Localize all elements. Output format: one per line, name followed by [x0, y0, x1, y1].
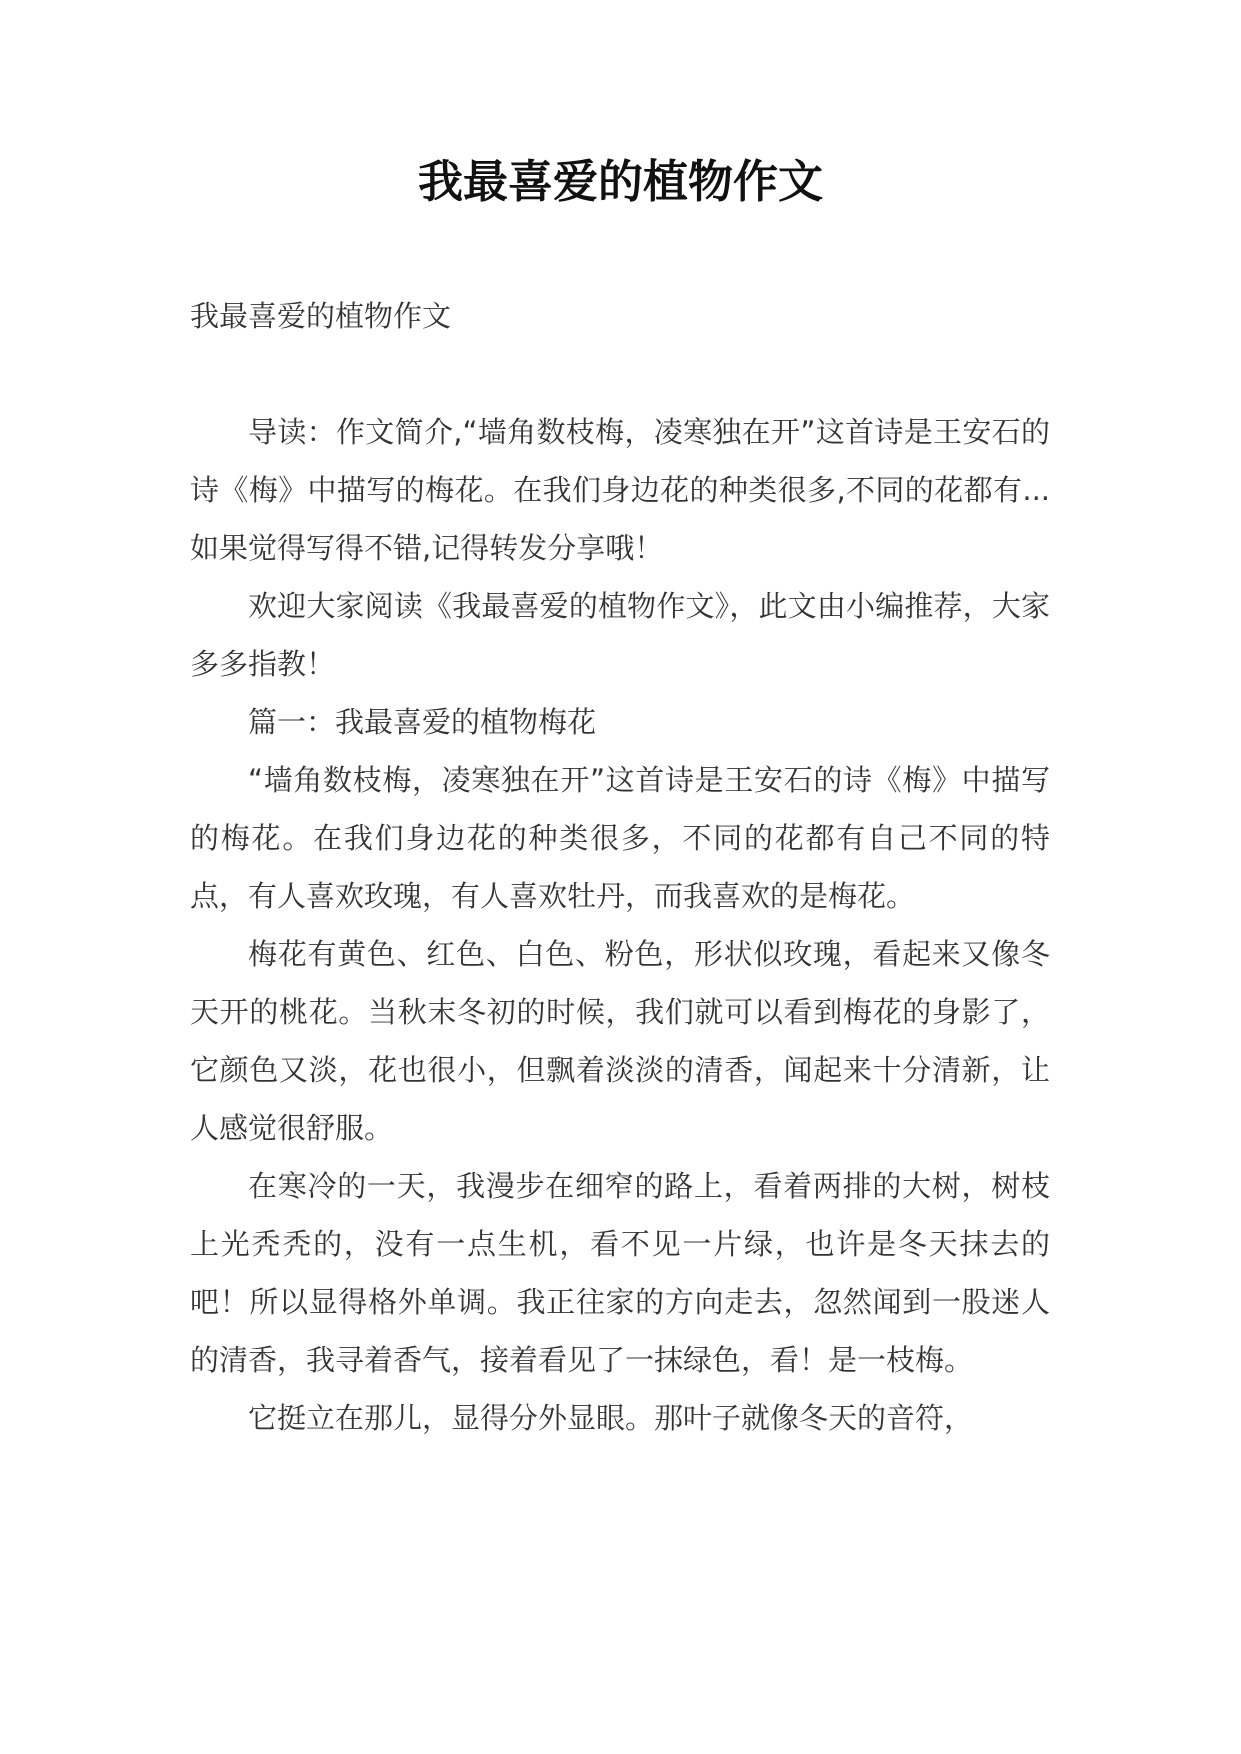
document-title: 我最喜爱的植物作文 — [417, 155, 823, 208]
document-body — [190, 403, 1050, 1447]
paragraph-welcome: 欢迎大家阅读《我最喜爱的植物作文》，此文由小编推荐，大家多多指教！ — [190, 589, 1050, 681]
paragraph: “墙角数枝梅，凌寒独在开”这首诗是王安石的诗《梅》中描写的梅花。在我们身边花的种类很多，不同的花都有自己不同的特点，有人喜欢玫瑰，有人喜欢牡丹，而我喜欢的是梅花。 — [190, 763, 1050, 913]
paragraph: 梅花有黄色、红色、白色、粉色，形状似玫瑰，看起来又像冬天开的桃花。当秋末冬初的时候，我们就可以看到梅花的身影了，它颜色又淡，花也很小，但飘着淡淡的清香，闻起来十分清新，让人感觉很舒服。 — [190, 937, 1050, 1145]
paragraph: 它挺立在那儿，显得分外显眼。那叶子就像冬天的音符， — [248, 1401, 974, 1435]
paragraph-intro: 导读：作文简介,“墙角数枝梅，凌寒独在开”这首诗是王安石的诗《梅》中描写的梅花。在我们身边花的种类很多,不同的花都有... 如果觉得写得不错,记得转发分享哦！ — [190, 415, 1050, 565]
section-heading: 篇一：我最喜爱的植物梅花 — [248, 705, 597, 739]
paragraph: 在寒冷的一天，我漫步在细窄的路上，看着两排的大树，树枝上光秃秃的，没有一点生机，看不见一片绿，也许是冬天抹去的吧！所以显得格外单调。我正往家的方向走去，忽然闻到一股迷人的清香，我寻着香气，接着看见了一抹绿色，看！是一枝梅。 — [190, 1169, 1050, 1377]
document-subtitle: 我最喜爱的植物作文 — [190, 299, 452, 333]
